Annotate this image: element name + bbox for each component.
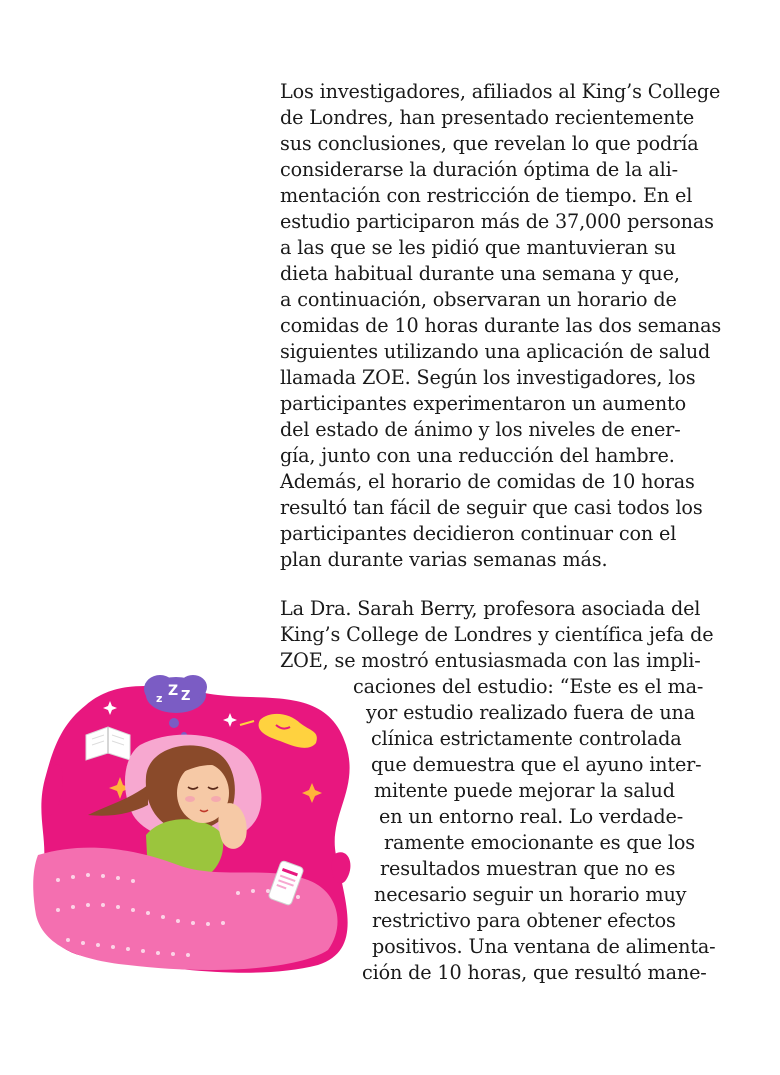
paragraph-1-line: llamada ZOE. Según los investigadores, los <box>280 366 696 389</box>
paragraph-1-line: siguientes utilizando una aplicación de salud <box>280 340 711 363</box>
paragraph-2-line: mitente puede mejorar la salud <box>374 779 675 802</box>
blob-drop-right <box>332 852 351 883</box>
paragraph-2-line: clínica estrictamente controlada <box>371 727 682 750</box>
paragraph-2-line: resultados muestran que no es <box>380 857 676 880</box>
paragraph-1-line: sus conclusiones, que revelan lo que podría <box>280 132 699 155</box>
paragraph-1-line: participantes decidieron continuar con el <box>280 522 677 545</box>
paragraph-1-line: mentación con restricción de tiempo. En el <box>280 184 693 207</box>
paragraph-2-line: restrictivo para obtener efectos <box>372 909 676 932</box>
paragraph-2-line: King’s College de Londres y científica jefa de <box>280 623 714 646</box>
paragraph-1-line: participantes experimentaron un aumento <box>280 392 687 415</box>
paragraph-1-line: a continuación, observaran un horario de <box>280 288 677 311</box>
paragraph-2-line: en un entorno real. Lo verdade- <box>379 805 684 828</box>
paragraph-2-line: La Dra. Sarah Berry, profesora asociada del <box>280 597 701 620</box>
svg-text:Z: Z <box>181 689 191 704</box>
paragraph-2-line: positivos. Una ventana de alimenta- <box>372 935 716 958</box>
paragraph-1-line: Los investigadores, afiliados al King’s College <box>280 80 721 103</box>
paragraph-2-line: ZOE, se mostró entusiasmada con las impli- <box>280 649 701 672</box>
paragraph-1-line: considerarse la duración óptima de la ali- <box>280 158 678 181</box>
paragraph-2-line: que demuestra que el ayuno inter- <box>371 753 702 776</box>
paragraph-1-line: dieta habitual durante una semana y que, <box>280 262 680 285</box>
paragraph-2-line: ramente emocionante es que los <box>384 831 695 854</box>
paragraph-1-line: plan durante varias semanas más. <box>280 548 608 571</box>
paragraph-1-line: Además, el horario de comidas de 10 horas <box>280 470 695 493</box>
paragraph-1-line: resultó tan fácil de seguir que casi todos los <box>280 496 703 519</box>
paragraph-1-line: gía, junto con una reducción del hambre. <box>280 444 675 467</box>
paragraph-1-line: a las que se les pidió que mantuvieran su <box>280 236 676 259</box>
paragraph-1-line: del estado de ánimo y los niveles de ener- <box>280 418 681 441</box>
paragraph-1-line: comidas de 10 horas durante las dos semanas <box>280 314 722 337</box>
paragraph-2-line: yor estudio realizado fuera de una <box>366 701 696 724</box>
sleeping-woman-illustration <box>28 665 368 979</box>
svg-text:z: z <box>156 692 163 705</box>
paragraph-2-line: necesario seguir un horario muy <box>374 883 687 906</box>
svg-text:Z: Z <box>168 683 179 699</box>
paragraph-1-line: estudio participaron más de 37,000 personas <box>280 210 714 233</box>
paragraph-2-line: ción de 10 horas, que resultó mane- <box>362 961 707 984</box>
paragraph-1-line: de Londres, han presentado recientemente <box>280 106 695 129</box>
paragraph-2-line: caciones del estudio: “Este es el ma- <box>353 675 704 698</box>
